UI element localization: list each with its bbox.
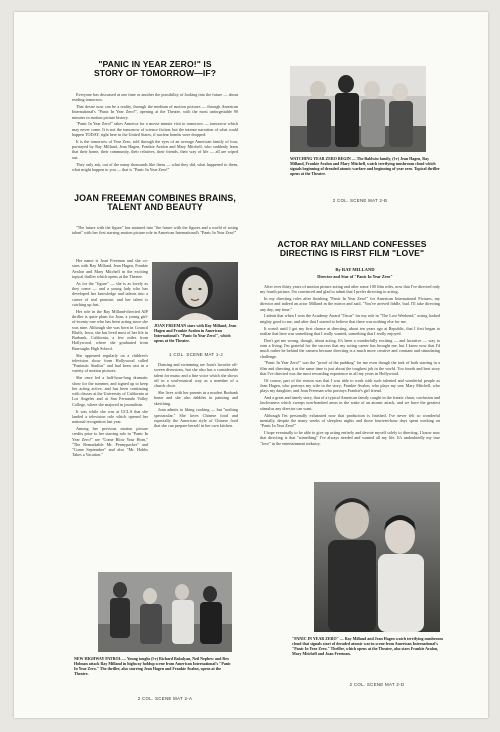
joan-freeman-photo [152, 262, 238, 320]
portrait-illustration [152, 262, 238, 320]
story2-column-left [72, 258, 148, 564]
mat-label-2d: 2 COL. SCENE MAT 2-D [349, 682, 405, 687]
pressbook-page [14, 12, 488, 718]
story1-paragraph: They only ask, out of the many thousands like them — what they did, what happened to them, what might happen to you — that is "Panic In Year Zero!" [72, 161, 238, 172]
story3-paragraph: And a great and timely story, that of a typical American family caught in the frantic chaos, confusion and lawlessness which sweeps non-bombed areas in the wake of an atomic attack, and we have the greatest stimulus any director can want. [260, 395, 440, 411]
story1-headline: "PANIC IN YEAR ZERO!" IS STORY OF TOMORROW—IF? [93, 59, 217, 79]
story2-paragraph: Joan admits to liking cooking — but "nothing spectacular." She loves Chinese food and especially the American style of Chinese food that she can prepare herself in her own kitchen. [154, 407, 238, 429]
story2-paragraph: Her role in the Ray Milland-directed AIP thriller is quite plum for Joan, a young girl-of-twenty-one who has been acting since she was nine. Although she was born in Council Bluffs, Iowa, she has lived most of her life in Burbank, California, a few miles from Hollywood, where she graduated from Burroughs High School. [72, 308, 148, 351]
story2-paragraph: It was while she was at UCLA that she landed a television role which opened her national recognition last year. [72, 408, 148, 425]
watching-year-zero-photo [290, 66, 426, 152]
story3-byline: By RAY MILLAND [335, 267, 375, 272]
story3-headline: ACTOR RAY MILLAND CONFESSES DIRECTING IS FIRST FILM "LOVE" [277, 239, 427, 259]
story2-paragraph: She once led a half-hour-long dramatic show for the summer, and signed up to keep her acting active, and has been continuing with classes at the University of California at Los Angeles and at San Fernando Valley College, where she majored in journalism. [72, 375, 148, 407]
story2-intro [72, 225, 238, 255]
story2-paragraph: Dancing and swimming are Joan's favorite off-screen diversions, but she also has a considerable talent for music and a fine voice which she shows off in a soul-musical way as a member of a church choir. [154, 362, 238, 389]
mat-label-2a: 2 COL. SCENE MAT 2-A [137, 696, 193, 701]
story3-paragraph: "Panic In Year Zero!" was the "proof of the pudding" for me even though the task of both starring in a film and directing it at the same time is just about the toughest job in the world. Too fourth and best story that I've directed was the most rewarding experience in all my years in Hollywood. [260, 360, 440, 376]
story3-paragraph: In my directing roles after finishing "Panic In Year Zero!" for American International Pictures, my director and indeed an actor Milland in the mirror and said, "You've arrived fiddle, bud. I'll take directing any day, any time." [260, 296, 440, 312]
story2-paragraph: As for the "figure" — she is as lovely as they come — and a young lady who has developed her knowledge and talents into a career of real promise, and her talent is catching up fast. [72, 280, 148, 307]
story1-paragraph: Everyone has discussed at one time or another the possibility of looking into the future — about reading tomorrow. [72, 92, 238, 103]
milland-hagen-photo [314, 482, 440, 632]
story2-column-right [154, 362, 238, 564]
story2-headline: JOAN FREEMAN COMBINES BRAINS, TALENT AND BEAUTY [74, 193, 236, 213]
story3-paragraph: I admit that when I won the Academy Award "Oscar" for my role in "The Lost Weekend," acting looked mighty good to me, and after that I started to believe that there was nothing else for me. [260, 313, 440, 324]
family-scene-illustration [290, 66, 426, 152]
story3-body [260, 284, 440, 452]
story1-paragraph: "Panic In Year Zero!" takes America for a movie minute visit to tomorrow — tomorrow which may never come. It is not the tomorrow of science fiction, but the intense narration of what could happen TODAY, right here in the United States, if nuclear bombs were dropped. [72, 121, 238, 138]
mat-label-1j: 1 COL. SCENE MAT 1-J [169, 352, 223, 357]
couple-scene-illustration [314, 482, 440, 632]
caption-watching-year-zero: WATCHING YEAR ZERO BEGIN — The Baldwin family, (l-r) Jean Hagen, Ray Milland, Frankie Avalon and Mary Mitchell, watch terrifying mushroom cloud which signals beginning of dreaded atomic warfare and beginning of year zero. Topical thriller opens at the Theatre. [290, 156, 440, 176]
scene-illustration [98, 572, 232, 652]
story3-paragraph: Of course, part of the reason was that I was able to work with such talented and wonderful people as Jean Hagen, who portrays my wife in the story; Frankie Avalon, who plays my son; Mary Mitchell, who plays my daughter; and Joan Freeman who portrays Frankie's girl friend. [260, 377, 440, 394]
mat-label-2b: 2 COL. SCENE MAT 2-B [332, 198, 388, 203]
caption-joan-freeman: JOAN FREEMAN stars with Ray Milland, Jean Hagen and Frankie Avalon in American International's "Panic In Year Zero!", which opens at the Theatre. [154, 323, 237, 343]
story3-paragraph: After over thirty years of motion picture acting and after some 100 film roles, now that I've directed only my fourth picture, I'm convinced and glad to admit that I prefer directing to acting. [260, 284, 440, 295]
caption-milland-hagen: "PANIC IN YEAR ZERO" — Ray Milland and Jean Hagen watch terrifying mushroom cloud that signals start of dreaded atomic war in scene from American International's "Panic In Year Zero." Thriller, which opens at the Theatre, also stars Frankie Avalon, Mary Mitchell and Joan Freeman. [292, 636, 443, 656]
story3-subbyline: Director and Star of "Panic In Year Zero" [317, 274, 393, 279]
story2-paragraph: She appeared regularly on a children's television show from Hollywood called "Fantastic Studios" and had been cast in a variety of motion pictures. [72, 352, 148, 374]
story3-paragraph: I hope eventually to be able to give up acting entirely and devote myself solely to directing. I know now that directing is that "something" I've always needed and wanted all my life. It's undoubtedly my true "love" in the entertainment industry. [260, 429, 440, 446]
story1-body [72, 92, 238, 180]
story2-paragraph: "The future with the figure" has matured into "the future with the figures and a world of acting talent" with her first starring motion picture role in American International's "Panic In Year Zero!" [72, 225, 238, 236]
story3-paragraph: It wasn't until I got my first chance at directing, about ten years ago at Republic, that I first began to realize that here was something that I really wanted, something that I really enjoyed. [260, 325, 440, 336]
story2-paragraph: Among her previous motion picture credits prior to her starring role in "Panic In Year Zero!" are "Come Blow Your Horn," "The Remarkable Mr. Pennypacker" and "Come September" and also "Mr. Hobbs Takes a Vacation." [72, 425, 148, 458]
story3-paragraph: Don't get me wrong, though, about acting. It's been a wonderfully exciting — and lucrative — way to earn a living. I'm grateful for the success that my acting career has brought me, but I know now that I'd much rather be behind the camera because directing is a much more creative and constant and stimulating challenge. [260, 337, 440, 359]
story1-paragraph: That desire now can be a reality, through the medium of motion pictures — through American International's "Panic In Year Zero!", opening at the Theatre, with the most unforgettable 90 minutes in motion picture history. [72, 104, 238, 120]
highway-patrol-photo [98, 572, 232, 652]
story1-paragraph: It is the tomorrow of Year Zero, told through the eyes of an average American family of four, portrayed by Ray Milland, Jean Hagen, Frankie Avalon and Mary Mitchell, who suddenly learn that their home, their community, their relatives, their friends, their way of life — all are wiped out. [72, 138, 238, 160]
story2-paragraph: She lives with her parents in a modest Burbank home and she also dabbles in painting and sketching. [154, 389, 238, 406]
story2-paragraph: Her name is Joan Freeman and she co-stars with Ray Milland, Jean Hagen, Frankie Avalon and Mary Mitchell in the exciting topical thriller which opens at the Theatre. [72, 258, 148, 279]
caption-highway-patrol: NEW HIGHWAY PATROL — Young toughs (l-r) Richard Bakalyan, Neil Nephew and Rex Holman attack Ray Milland in highway holdup scene from American International's "Panic In Year Zero." The thriller, also starring Jean Hagen and Frankie Avalon, opens at the Theatre. [74, 656, 231, 676]
story3-paragraph: Although I'm personally exhausted now that production is finished, I've never felt so wonderful mentally, despite the many weeks of sleepless nights and those fourteen-hour days spent working on "Panic In Year Zero!" [260, 412, 440, 429]
